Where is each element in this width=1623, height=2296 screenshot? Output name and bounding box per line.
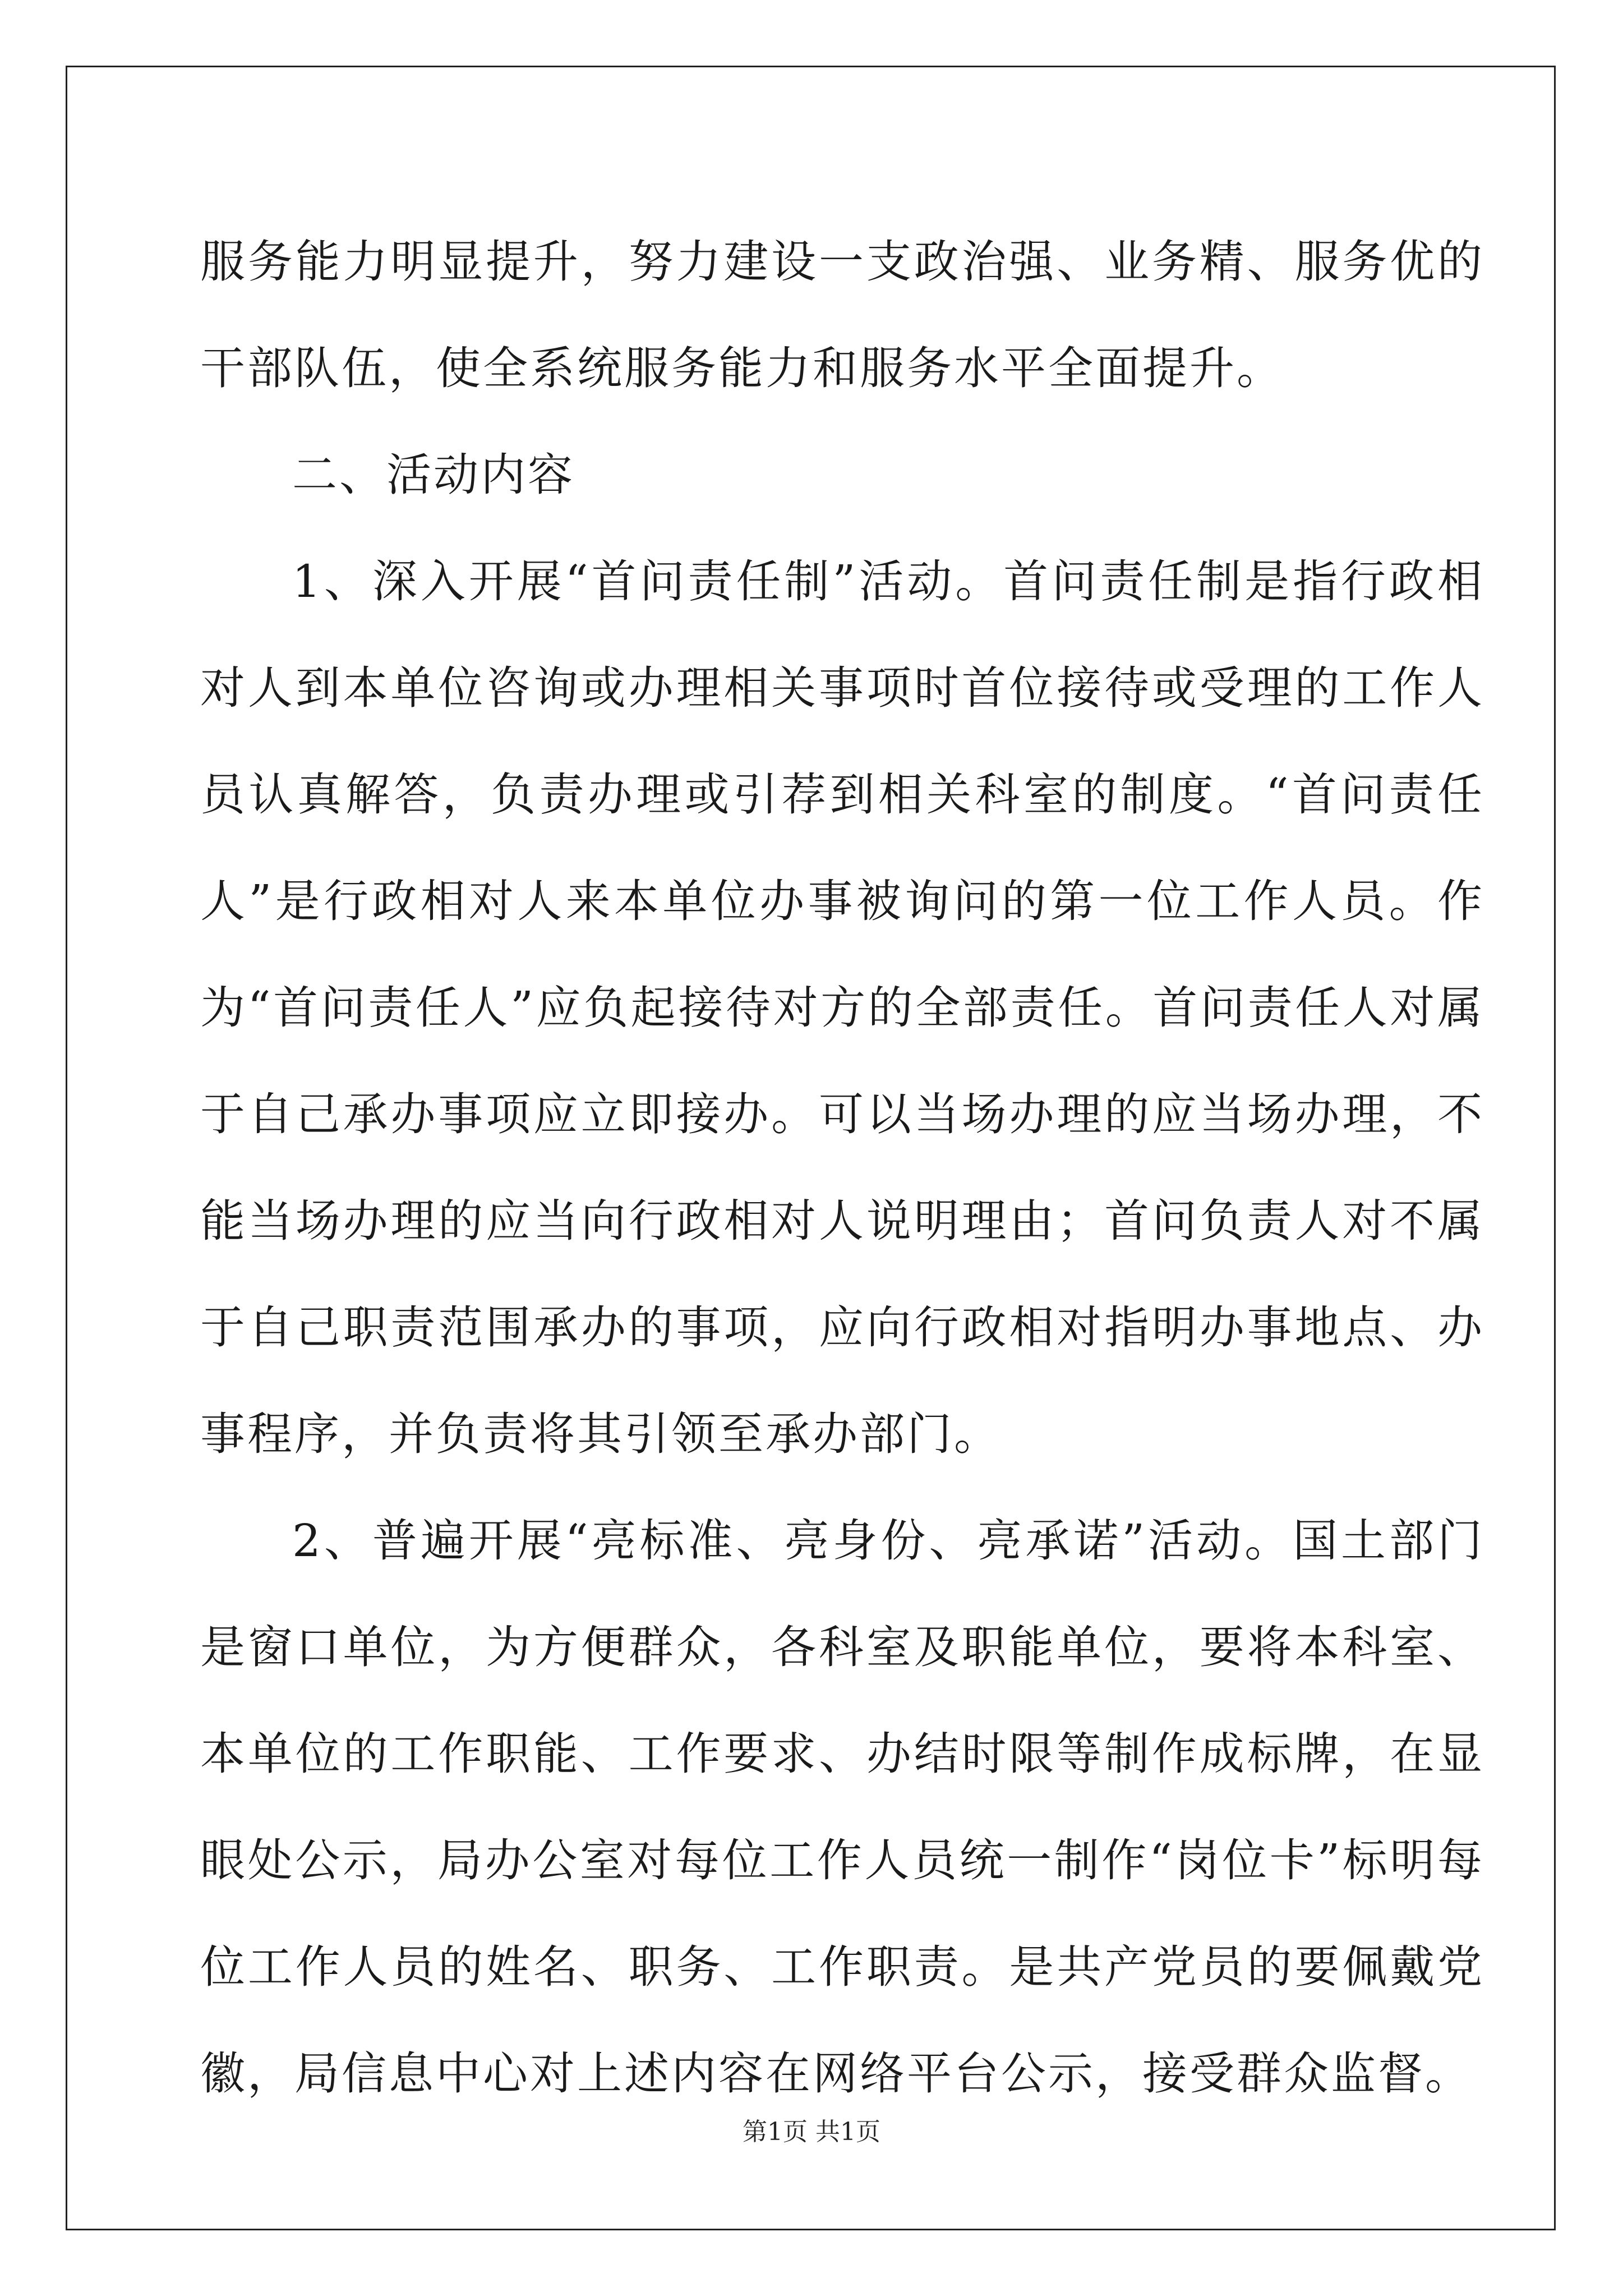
paragraph-first-inquiry: 1、深入开展“首问责任制”活动。首问责任制是指行政相对人到本单位咨询或办理相关事项时首位接待或受理的工作人员认真解答，负责办理或引荐到相关科室的制度。“首问责任人”是行政相对人来本单位办事被询问的第一位工作人员。作为“首问责任人”应负起接待对方的全部责任。首问责任人对属于自己承办事项应立即接办。可以当场办理的应当场办理，不能当场办理的应当向行政相对人说明理由；首问负责人对不属于自己职责范围承办的事项，应向行政相对指明办事地点、办事程序，并负责将其引领至承办部门。: [200, 555, 1484, 1460]
page-number-footer: 第1页 共1页: [743, 2118, 880, 2146]
paragraph-continuation: 服务能力明显提升，努力建设一支政治强、业务精、服务优的干部队伍，使全系统服务能力和服务水平全面提升。: [200, 236, 1484, 394]
section-heading: 二、活动内容: [292, 449, 575, 501]
paragraph-three-shows: 2、普遍开展“亮标准、亮身份、亮承诺”活动。国土部门是窗口单位，为方便群众，各科室及职能单位，要将本科室、本单位的工作职能、工作要求、办结时限等制作成标牌，在显眼处公示，局办公室对每位工作人员统一制作“岗位卡”标明每位工作人员的姓名、职务、工作职责。是共产党员的要佩戴党徽，局信息中心对上述内容在网络平台公示，接受群众监督。: [200, 1515, 1484, 2100]
document-body: [200, 209, 1484, 2127]
